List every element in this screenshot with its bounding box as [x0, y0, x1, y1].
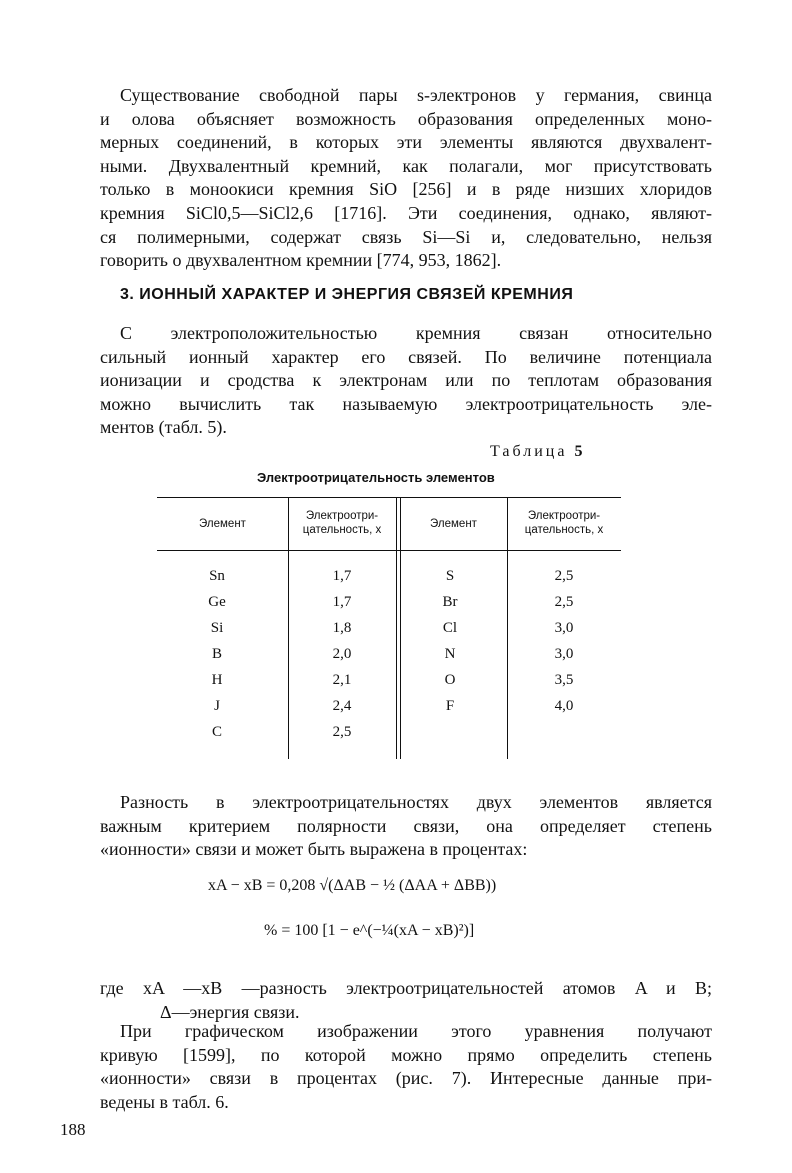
section-heading: 3. ИОННЫЙ ХАРАКТЕР И ЭНЕРГИЯ СВЯЗЕЙ КРЕМНИЯ [120, 286, 574, 303]
cell-element: Si [210, 620, 224, 636]
cell-value: 3,0 [554, 620, 574, 636]
cell-element: Br [442, 594, 458, 610]
paragraph-where [100, 977, 712, 1024]
formula-ionicity: % = 100 [1 − e^(−¼(xA − xB)²)] [264, 922, 475, 939]
cell-element: F [445, 698, 455, 714]
text-line: «ионности» связи и может быть выражена в процентах: [100, 839, 528, 860]
text-line: говорить о двухвалентном кремнии [774, 953, 1862]. [100, 250, 502, 271]
cell-element: B [211, 646, 222, 662]
cell-value: 1,8 [332, 620, 352, 636]
cell-value: 2,5 [554, 594, 574, 610]
text-line: сильный ионный характер его связей. По величине потенциала [100, 346, 712, 367]
cell-value: 4,0 [554, 698, 574, 714]
table-label [490, 443, 582, 461]
paragraph-graph [100, 1020, 712, 1114]
text-line: ся полимерными, содержат связь Si—Si и, следовательно, нельзя [100, 226, 712, 247]
text-line: ными. Двухвалентный кремний, как полагали, мог присутствовать [100, 155, 712, 176]
cell-value: 2,0 [332, 646, 352, 662]
electronegativity-table [157, 497, 621, 759]
table-title: Электроотрицательность элементов [257, 470, 495, 485]
header-line: цательность, x [302, 524, 382, 536]
text-line: только в моноокиси кремния SiO [256] и в ряде низших хлоридов [100, 179, 712, 200]
text-line: Разность в электроотрицательностях двух элементов является [120, 792, 712, 812]
paragraph-difference [100, 791, 712, 862]
cell-value: 1,7 [332, 568, 352, 584]
cell-value: 2,1 [332, 672, 352, 688]
header-electronegativity [288, 509, 396, 537]
header-electronegativity [507, 509, 621, 537]
table-rule-top [157, 497, 621, 498]
text-line: Δ—энергия связи. [160, 1001, 300, 1022]
cell-value: 2,5 [554, 568, 574, 584]
header-element: Элемент [430, 518, 477, 530]
cell-element: H [211, 672, 223, 688]
text-line: С электроположительностью кремния связан относительно [120, 323, 712, 343]
text-line: Существование свободной пары s-электронов у германия, свинца [120, 85, 712, 105]
cell-value: 2,5 [332, 724, 352, 740]
header-line: цательность, x [524, 524, 604, 536]
table-divider [396, 497, 397, 759]
cell-element: J [214, 698, 220, 714]
cell-value: 2,4 [332, 698, 352, 714]
table-rule-header [157, 550, 621, 551]
cell-value: 3,5 [554, 672, 574, 688]
text-line: кривую [1599], по которой можно прямо определить степень [100, 1044, 712, 1065]
text-line: При графическом изображении этого уравнения получают [120, 1021, 712, 1041]
header-element: Элемент [199, 518, 246, 530]
text-line: где xA —xB —разность электроотрицательностей атомов A и B; [100, 978, 712, 998]
cell-element: O [444, 672, 456, 688]
header-line: Электроотри- [527, 510, 601, 522]
table-label-word: Таблица [490, 443, 568, 460]
cell-element: Cl [442, 620, 458, 636]
formula-electronegativity: xA − xB = 0,208 √(ΔAB − ½ (ΔAA + ΔBB)) [208, 877, 497, 894]
paragraph-electropositivity [100, 322, 712, 440]
cell-element: S [445, 568, 455, 584]
text-line: мерных соединений, в которых эти элементы являются двухвалент- [100, 132, 712, 153]
page-number: 188 [60, 1120, 86, 1139]
paragraph-germanium [100, 84, 712, 273]
text-line: ионизации и сродства к электронам или по теплотам образования [100, 370, 712, 391]
cell-value: 3,0 [554, 646, 574, 662]
text-line: ведены в табл. 6. [100, 1091, 229, 1112]
cell-element: C [211, 724, 222, 740]
header-line: Электроотри- [305, 510, 379, 522]
cell-value: 1,7 [332, 594, 352, 610]
cell-element: Sn [209, 568, 225, 584]
text-line: можно вычислить так называемую электроотрицательность эле- [100, 393, 712, 414]
cell-element: Ge [208, 594, 226, 610]
cell-element: N [444, 646, 456, 662]
text-line: кремния SiCl0,5—SiCl2,6 [1716]. Эти соединения, однако, являют- [100, 202, 712, 223]
table-label-number: 5 [574, 443, 583, 460]
text-line: «ионности» связи в процентах (рис. 7). Интересные данные при- [100, 1068, 712, 1089]
text-line: и олова объясняет возможность образования определенных моно- [100, 108, 712, 129]
text-line: ментов (табл. 5). [100, 417, 227, 438]
text-line: важным критерием полярности связи, она определяет степень [100, 815, 712, 836]
